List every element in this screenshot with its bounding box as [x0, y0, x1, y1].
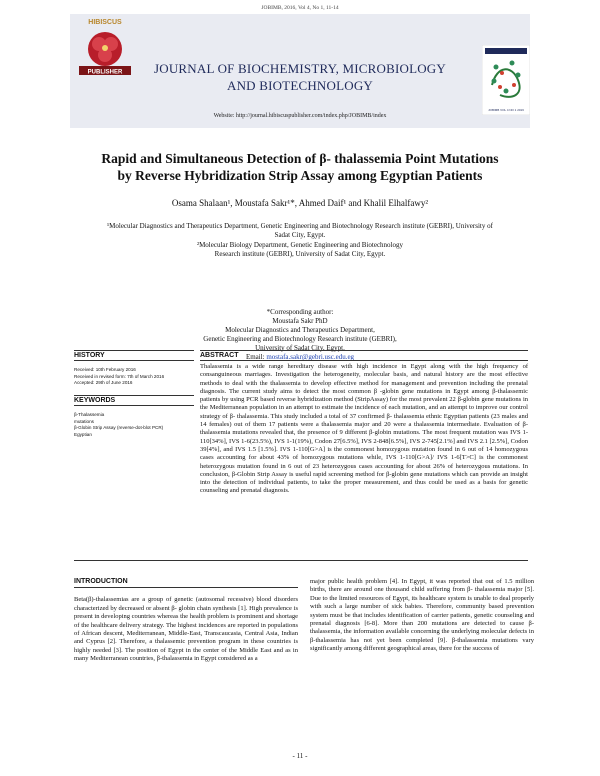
- article-title-line1: Rapid and Simultaneous Detection of β- thalassemia Point Mutations: [101, 151, 499, 166]
- history-text: [74, 367, 194, 387]
- corr-label: *Corresponding author:: [266, 308, 334, 316]
- history-heading: HISTORY: [74, 350, 194, 361]
- history-section: [74, 350, 194, 387]
- body-column-left: [74, 578, 298, 664]
- affiliation-1-line1: ¹Molecular Diagnostics and Therapeutics Department, Genetic Engineering and Biotechnology Research institute (GEBRI), University of: [107, 222, 493, 230]
- history-accepted: Accepted: 29th of June 2016: [74, 380, 133, 385]
- journal-title: [70, 60, 530, 94]
- journal-title-line2: AND BIOTECHNOLOGY: [226, 78, 374, 93]
- keywords-list: [74, 412, 194, 438]
- keyword-item: β-Globin Strip Assay (reverse-dot-blot PCR): [74, 425, 164, 430]
- abstract-divider: [74, 560, 528, 561]
- keyword-item: β-Thalassemia: [74, 412, 105, 417]
- authors: Osama Shalaan¹, Moustafa Sakr¹*, Ahmed Daif¹ and Khalil Elhalfawy²: [171, 198, 429, 208]
- corr-name: Moustafa Sakr PhD: [272, 317, 328, 325]
- corr-email-label: Email:: [245, 353, 267, 361]
- corr-email-link[interactable]: mostafa.sakr@gebri.usc.edu.eg: [266, 353, 355, 361]
- article-title-line2: by Reverse Hybridization Strip Assay among Egyptian Patients: [117, 168, 483, 183]
- keywords-heading: KEYWORDS: [74, 395, 194, 406]
- history-received: Received: 10th February 2016: [74, 367, 136, 372]
- keyword-item: Egyptian: [74, 431, 92, 437]
- corr-line2: Genetic Engineering and Biotechnology Research institute (GEBRI),: [203, 335, 397, 343]
- abstract-section: [200, 350, 528, 496]
- journal-website[interactable]: Website: http://journal.hibiscuspublisher.com/index.php/JOBIMB/index: [213, 113, 387, 119]
- logo-top-text: HIBISCUS: [88, 19, 122, 26]
- keyword-item: mutations: [74, 418, 94, 424]
- history-revised: Received in revised form: 7th of March 2016: [74, 373, 165, 379]
- running-head: JOBIMB, 2016, Vol 4, No 1, 11-14: [261, 5, 339, 11]
- introduction-text-left: Beta(β)-thalassemias are a group of genetic (autosomal recessive) blood disorders characterized by decreased or absent β- globin chain synthesis [1]. High prevalence is present in developing countries whereas the health problem is prominent and shortage of the healthcare delivery strategy. The highest incidences are reported in populations of African descent, Mediterranean, Middle-East, Transcaucasia, Central Asia, Indian and Cyprus [2]. Therefore, a thalassemic prevention program in these countries is highly needed [3]. The position of Egypt in the center of the Middle East and as in many Mediterranean countries, β-thalassemia in Egypt considered as a: [74, 596, 298, 663]
- corr-line1: Molecular Diagnostics and Therapeutics Department,: [225, 326, 375, 334]
- cover-caption: JOBIMB VOL 4 NO 1 2016: [488, 108, 524, 112]
- journal-title-line1: JOURNAL OF BIOCHEMISTRY, MICROBIOLOGY: [154, 61, 446, 76]
- affiliation-2-line1: ²Molecular Biology Department, Genetic Engineering and Biotechnology: [196, 241, 403, 249]
- abstract-heading: ABSTRACT: [200, 350, 528, 361]
- keywords-section: [74, 395, 194, 438]
- affiliation-1: [70, 222, 530, 240]
- body-column-right: [310, 578, 534, 654]
- introduction-text-right: major public health problem [4]. In Egypt, it was reported that out of 1.5 million births, there are around one thousand child suffering from β- thalassemia major [5]. Due to the limited resources of Egypt, its healthcare system is unable to deal properly with such a large number of sick babies. Therefore, community based prevention system must be that includes identification of carrier patients, genetic counseling and prenatal diagnosis [6-8]. More than 200 mutations are detected to cause β-thalassemia, the information available concerning the underlying molecular defects in β-thalassemia has not yet been completed [9]. β-thalassemia mutations vary significantly among different geographical areas, there for the success of: [310, 578, 534, 653]
- abstract-text: Thalassemia is a wide range hereditary disease with high incidence in Egypt along with the high frequency of consanguineous marriages. Investigation the heterogeneity, molecular basis, and natural history are the most effective methods to deal with the thalassemia to develop effective method for management and prevention including the prenatal diagnosis. The current study aims to detect the most common β -globin gene mutations in Egypt among β-thalassemic patients by using PCR based reverse hybridization method (StripAssay) for the most prevalent 22 β-globin gene mutations in the Mediterranean population in an attempt to estimate the incidence of each mutation, and an attempt to improve our control strategy of β- thalassemia. This study included a total of 37 confirmed β- thalassemia ethnic Egyptian patients (23 males and 14 females) out of them 17 patients were a thalassemia major and 20 were a thalassemia intermediate. Evaluation of β-thalassemia mutations revealed that, the presence of 9 different β-globin mutations. The most frequent mutation was IVS 1-110[34%], IVS 1-6(23.5%), IVS 1-1(19%), Codon 27[6.5%], IVS 2-848[6.5%], IVS 2-745[2.1%] and IVS 2.1 [2.5%], Codon 39[4%], and IVS 1.5 [1.5%]. IVS 1-110[G>A] is the commonest homozygous mutation found in 6 out of 14 homozygous cases accounting for about 43% of homozygous mutations while, IVS 1-110[G>A]/ IVS 1-6[T>C] is the commonest heterozygous mutation found in 6 out of 23 heterozygous cases accounting for about 26% of heterozygous mutations. In conclusion, β-Globin Strip Assay is useful rapid screening method for β-globin gene mutations which can provide an insight into the detection of individual patients, to take the proper measurement, and thus could be used as a basis for genetic counseling and prenatal diagnosis.: [200, 363, 528, 495]
- affiliation-1-line2: Sadat City, Egypt.: [274, 231, 326, 239]
- page-number: - 11 -: [292, 752, 308, 760]
- affiliation-2-line2: Research institute (GEBRI), University of Sadat City, Egypt.: [214, 250, 386, 258]
- corr-line3: University of Sadat City, Egypt.: [255, 344, 345, 352]
- article-title: [60, 150, 540, 184]
- affiliation-2: [70, 241, 530, 259]
- introduction-heading: INTRODUCTION: [74, 578, 298, 588]
- journal-cover-image: [482, 45, 530, 115]
- logo-bottom-text: PUBLISHER: [87, 69, 123, 76]
